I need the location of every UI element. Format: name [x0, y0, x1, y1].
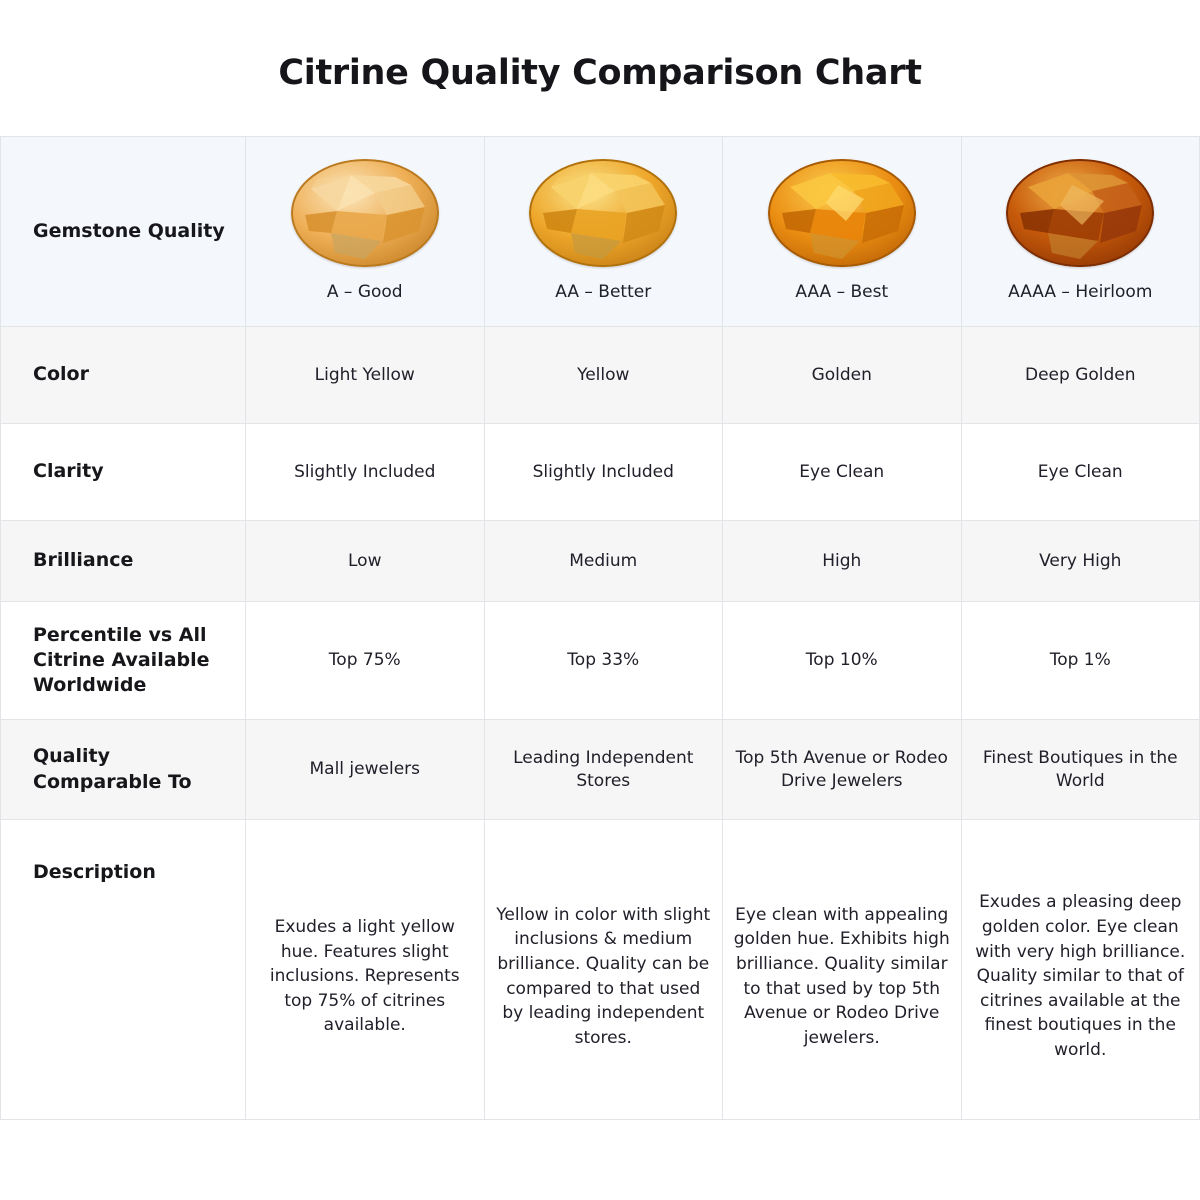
table-row-description	[1, 820, 1200, 1120]
gem-facets-icon	[1006, 159, 1154, 267]
row-label-description: Description	[1, 820, 246, 1120]
gem-image-a	[291, 159, 439, 267]
cell-color-aaa: Golden	[723, 327, 962, 424]
gem-facets-icon	[291, 159, 439, 267]
gem-caption-aa: AA – Better	[555, 282, 652, 303]
cell-color-aaaa: Deep Golden	[961, 327, 1200, 424]
row-label-clarity: Clarity	[1, 424, 246, 521]
cell-description-aaaa: Exudes a pleasing deep golden color. Eye clean with very high brilliance. Quality similar to that of citrines available at the finest boutiques in the world.	[961, 820, 1200, 1120]
cell-percentile-aa: Top 33%	[484, 602, 723, 720]
cell-brilliance-aaa: High	[723, 521, 962, 602]
row-label-brilliance: Brilliance	[1, 521, 246, 602]
cell-clarity-aaa: Eye Clean	[723, 424, 962, 521]
cell-brilliance-a: Low	[246, 521, 485, 602]
cell-percentile-a: Top 75%	[246, 602, 485, 720]
table-row-gemstone-quality	[1, 137, 1200, 327]
cell-percentile-aaa: Top 10%	[723, 602, 962, 720]
cell-comparable-aa: Leading Independent Stores	[484, 720, 723, 820]
gem-caption-a: A – Good	[326, 282, 403, 303]
cell-description-a: Exudes a light yellow hue. Features slight inclusions. Represents top 75% of citrines available.	[246, 820, 485, 1120]
gem-cell-aaa	[723, 137, 962, 327]
row-label-color: Color	[1, 327, 246, 424]
gem-image-aa	[529, 159, 677, 267]
page-title: Citrine Quality Comparison Chart	[278, 53, 922, 93]
gem-cell-a	[246, 137, 485, 327]
cell-brilliance-aaaa: Very High	[961, 521, 1200, 602]
row-label-percentile: Percentile vs All Citrine Available Worldwide	[1, 602, 246, 720]
cell-color-a: Light Yellow	[246, 327, 485, 424]
quality-comparison-table	[0, 136, 1200, 1120]
cell-clarity-a: Slightly Included	[246, 424, 485, 521]
gem-cell-aaaa	[961, 137, 1200, 327]
gem-facets-icon	[529, 159, 677, 267]
gem-image-aaaa	[1006, 159, 1154, 267]
cell-description-aa: Yellow in color with slight inclusions & medium brilliance. Quality can be compared to that used by leading independent stores.	[484, 820, 723, 1120]
cell-brilliance-aa: Medium	[484, 521, 723, 602]
gem-caption-aaa: AAA – Best	[795, 282, 889, 303]
gem-cell-aa	[484, 137, 723, 327]
table-row-percentile	[1, 602, 1200, 720]
table-row-clarity	[1, 424, 1200, 521]
cell-color-aa: Yellow	[484, 327, 723, 424]
gem-image-aaa	[768, 159, 916, 267]
cell-description-aaa: Eye clean with appealing golden hue. Exhibits high brilliance. Quality similar to that used by top 5th Avenue or Rodeo Drive jewelers.	[723, 820, 962, 1120]
cell-clarity-aa: Slightly Included	[484, 424, 723, 521]
cell-percentile-aaaa: Top 1%	[961, 602, 1200, 720]
cell-comparable-aaa: Top 5th Avenue or Rodeo Drive Jewelers	[723, 720, 962, 820]
cell-comparable-a: Mall jewelers	[246, 720, 485, 820]
cell-clarity-aaaa: Eye Clean	[961, 424, 1200, 521]
gem-facets-icon	[768, 159, 916, 267]
table-row-comparable	[1, 720, 1200, 820]
cell-comparable-aaaa: Finest Boutiques in the World	[961, 720, 1200, 820]
gem-caption-aaaa: AAAA – Heirloom	[1008, 282, 1153, 303]
row-label-gemstone-quality: Gemstone Quality	[1, 137, 246, 327]
table-row-brilliance	[1, 521, 1200, 602]
table-row-color	[1, 327, 1200, 424]
row-label-comparable: Quality Comparable To	[1, 720, 246, 820]
